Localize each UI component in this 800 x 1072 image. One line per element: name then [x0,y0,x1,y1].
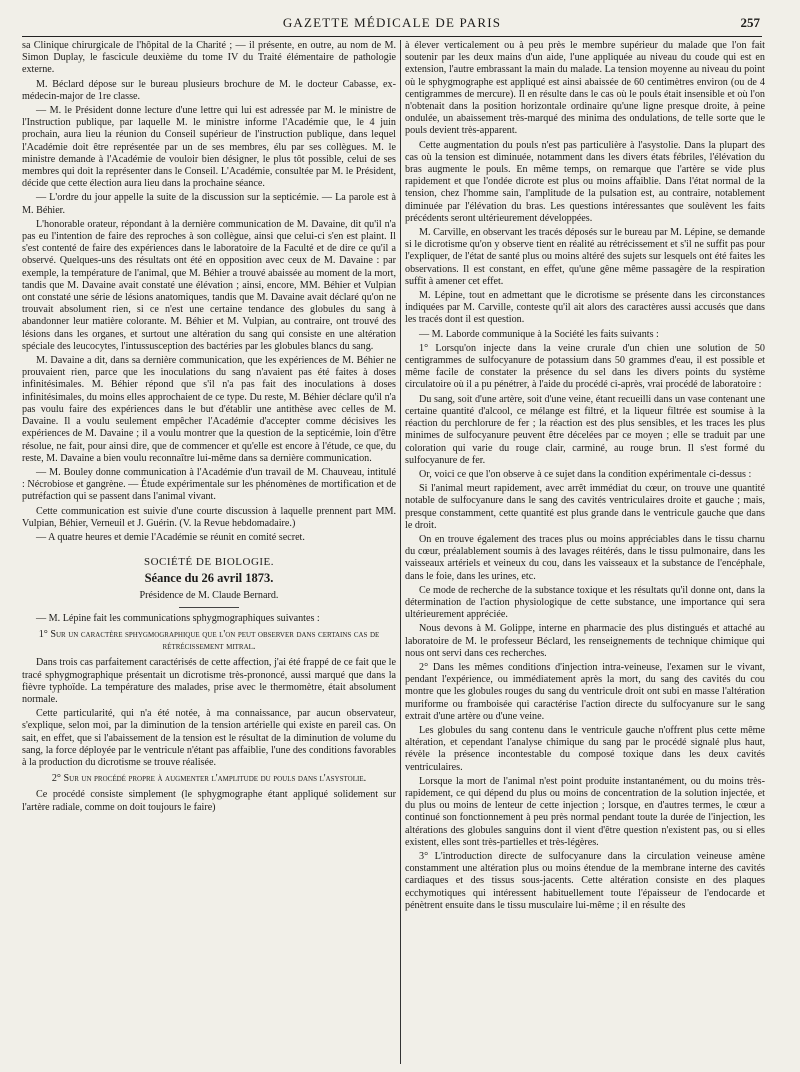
paragraph: Dans trois cas parfaitement caractérisés de cette affection, j'ai été frappé de ce fait que le tracé sphygmographique présentait un dicrotisme très-prononcé, aussi marqué que dans la fièvre typhoïde. La température des malades, prise avec le thermomètre, était absolument normale. [22,657,396,705]
column-divider [400,40,401,1064]
paragraph: M. Lépine, tout en admettant que le dicrotisme se présente dans les circonstances indiquées par M. Carville, conteste qu'il ait alors des caractères aussi accusés que dans les tracés dont il est question. [405,290,765,326]
paragraph: Ce mode de recherche de la substance toxique et les résultats qu'il donne ont, dans la détermination de l'action physiologique de cette substance, une importance qui sera ultérieurement appréciée. [405,584,765,621]
subsection-heading: 2° Sur un procédé propre à augmenter l'amplitude du pouls dans l'asystolie. [51,773,367,785]
paragraph: 1° Lorsqu'on injecte dans la veine crurale d'un chien une solution de 50 centigrammes de sulfocyanure de potassium dans 50 grammes d'eau, il est possible et même facile de constater la présence du sel dans les divers points du système circulatoire où il a pu pénétrer, à l'aide du procédé ci-après, vrai procédé de laboratoire : [405,342,765,391]
paragraph: Les globules du sang contenu dans le ventricule gauche n'offrent plus cette même altération, et cependant l'analyse chimique du sang par le procédé signalé plus haut, révèle la présence incontestable du composé toxique dans les deux cavités ventriculaires. [405,724,765,773]
paragraph: — A quatre heures et demie l'Académie se réunit en comité secret. [36,531,305,543]
subsection-heading: 1° Sur un caractère sphygmographique que l'on peut observer dans certains cas de rétrécissement mitral. [38,628,380,653]
paragraph: Ce procédé consiste simplement (le sphygmographe étant appliqué solidement sur l'artère radiale, comme on doit toujours le faire) [22,789,396,813]
paragraph: 3° L'introduction directe de sulfocyanure dans la circulation veineuse amène constamment une altération plus ou moins étendue de la membrane interne des cavités cardiaques et des tissus sous-jacents. Cette altération consiste en des plaques ecchymotiques qui intéressent habituellement toute l'épaisseur de l'endocarde et pénètrent ensuite dans le tissu musculaire lui-même ; il en résulte des [405,851,765,911]
paragraph: M. Carville, en observant les tracés déposés sur le bureau par M. Lépine, se demande si le dicrotisme qu'on y observe tient en réalité au rétrécissement et s'il ne suffit pas pour l'expliquer, de l'état de santé plus ou moins altéré des sujets sur lesquels ont été faites les observations. Il est constant, en effet, qu'une gêne même passagère de la respiration suffit à amener cet effet. [405,227,765,287]
paragraph: M. Davaine a dit, dans sa dernière communication, que les expériences de M. Béhier ne prouvaient rien, parce que les inoculations du sang n'avaient pas été faites à doses infinitésimales. M. Béhier répond que s'il n'a pas fait des inoculations à doses infinitésimales, du moins elles approchaient de ce type. Du reste, M. Béhier déclare qu'il n'a pas voulu faire des expériences dans le but d'établir une antithèse avec celles de M. Davaine. Il a voulu seulement empêcher l'Académie d'accepter comme décisives les expériences de M. Davaine ; il a voulu montrer que la question de la septicémie, loin d'être résolue, ne fait, pour ainsi dire, que de commencer et qu'elle est encore à l'étude, ce que, du reste, M. Davaine a bien voulu reconnaître lui-même dans sa dernière communication. [22,355,396,464]
paragraph: Cette augmentation du pouls n'est pas particulière à l'asystolie. Dans la plupart des cas où la tension est diminuée, notamment dans les divers états fébriles, l'élévation du bras augmente le pouls. En même temps, on remarque que l'artère se vide plus rapidement et que l'ondée dicrote est plus ou moins affaiblie. Dans l'état normal de la tension, chez l'homme sain, l'amplitude de la pulsation est, au contraire, notablement diminuée par l'élévation du bras. Les questions intéressantes que soulèvent les faits précédents seront ultérieurement développées. [405,139,765,224]
left-column [22,40,396,1066]
right-column [405,40,765,1066]
paragraph: Si l'animal meurt rapidement, avec arrêt immédiat du cœur, on trouve une quantité notable de sulfocyanure dans le sang des cavités ventriculaires droite et gauche ; mais, presque constamment, cette quantité est plus grande dans le ventricule gauche que dans le droit. [405,483,765,531]
paragraph: Nous devons à M. Golippe, interne en pharmacie des plus distingués et attaché au laboratoire de M. le professeur Béclard, les renseignements de technique chimique qui nous ont servi dans ces recherches. [405,623,765,659]
paragraph: — M. le Président donne lecture d'une lettre qui lui est adressée par M. le ministre de l'Instruction publique, par laquelle M. le ministre informe l'Académie que, le 4 juin prochain, aura lieu la réunion du Conseil supérieur de l'instruction publique, dans lequel l'Académie doit être représentée par un de ses membres, élu par ses collègues. M. le ministre demande à l'Académie de vouloir bien désigner, le plus tôt possible, celui de ses membres qui doit la représenter dans le Conseil. L'Académie, consultée par M. le Président, décide que cette élection aura lieu dans la prochaine séance. [22,105,396,190]
journal-title: GAZETTE MÉDICALE DE PARIS [282,15,502,30]
page-header [22,14,762,37]
paragraph: On en trouve également des traces plus ou moins appréciables dans le tissu charnu du cœur, préalablement soumis à des lavages réitérés, dans le tissu pulmonaire, dans les vaisseaux artériels et veineux du cou, dans les vaisseaux et la substance de l'encéphale, dans le foie, dans les urines, etc. [405,533,765,582]
paragraph: — M. Laborde communique à la Société les faits suivants : [419,328,659,340]
paragraph: L'honorable orateur, répondant à la dernière communication de M. Davaine, dit qu'il n'a pas eu l'intention de faire des reproches à son collègue, ainsi que celui-ci s'en est plaint. Il s'est contenté de faire des expériences dans le laboratoire de la Faculté et de dire ce qu'il a observé. Quelques-uns des résultats ont été en opposition avec ceux de M. Davaine : par exemple, la température de l'animal, que M. Béhier a trouvé abaissée au moment de la mort, tandis que M. Davaine avait constaté une élévation ; ainsi, encore, MM. Béhier et Vulpian ont constaté une série de lésions anatomiques, tandis que M. Davaine avait déclaré qu'on ne trouvait absolument rien, si ce n'est une certaine tendance des globules du sang à abandonner leur matière colorante. M. Béhier et M. Vulpian, au contraire, ont trouvé des lésions dans les organes, et surtout une altération du sang qui consiste en une altération spéciale des leucocytes, l'intussusception des bactéries par les globules blancs du sang. [22,218,396,352]
paragraph: sa Clinique chirurgicale de l'hôpital de la Charité ; — il présente, en outre, au nom de M. Simon Duplay, le fascicule deuxième du tome IV du Traité élémentaire de pathologie externe. [22,40,396,76]
section-title: SOCIÉTÉ DE BIOLOGIE. [143,556,275,569]
paragraph: M. Béclard dépose sur le bureau plusieurs brochure de M. le docteur Cabasse, ex-médecin-major de 1re classe. [22,78,396,102]
paragraph: — M. Lépine fait les communications sphygmographiques suivantes : [36,612,320,624]
presidency-line: Présidence de M. Claude Bernard. [139,589,279,601]
session-date: Séance du 26 avril 1873. [144,571,274,586]
paragraph: à élever verticalement ou à peu près le membre supérieur du malade que l'on fait soutenir par les deux mains d'un aide, l'une appliquée au niveau du coude qui est en extension, l'autre embrassant la main du malade. La tension moyenne au niveau du point où le sphygmographe est appliqué est ainsi abaissée de 60 centimètres environ (ou de 4 centigrammes de mercure). Il en résulte dans le cas où le pouls était insensible et où l'on n'obtenait dans la position horizontale ordinaire qu'une ligne presque droite, à peine ondulée, un abaissement très-marqué des minima des ondulations, de telle sorte que le pouls devient très-apparent. [405,40,765,137]
paragraph: 2° Dans les mêmes conditions d'injection intra-veineuse, l'examen sur le vivant, pendant l'expérience, ou immédiatement après la mort, du sang des cavités du cou montre que les globules rouges du sang du ventricule droit ont subi en masse l'altération muriforme ou framboisée qui caractérise l'action directe du sulfocyanure sur le sang extrait d'une artère ou d'une veine. [405,661,765,722]
paragraph: — L'ordre du jour appelle la suite de la discussion sur la septicémie. — La parole est à M. Béhier. [22,192,396,216]
paragraph: Lorsque la mort de l'animal n'est point produite instantanément, ou du moins très-rapidement, ce qui dépend du plus ou moins de concentration de la solution injectée, et du plus ou moins de lenteur de cette injection ; lorsque, en d'autres termes, le cœur a continué son fonctionnement à peu près normal pendant toute la durée de l'injection, les altérations des globules sanguins dont il vient d'être question n'existent pas, ou si elles existent, elles sont très-partielles et très-légères. [405,775,765,848]
paragraph: — M. Bouley donne communication à l'Académie d'un travail de M. Chauveau, intitulé : Nécrobiose et gangrène. — Étude expérimentale sur les phénomènes de mortification et de putréfaction qui se passent dans l'animal vivant. [22,466,396,503]
page-number: 257 [740,15,760,30]
paragraph: Or, voici ce que l'on observe à ce sujet dans la condition expérimentale ci-dessus : [419,468,752,480]
paragraph: Cette communication est suivie d'une courte discussion à laquelle prennent part MM. Vulpian, Béhier, Verneuil et J. Guérin. (V. la Revue hebdomadaire.) [22,505,396,529]
paragraph: Du sang, soit d'une artère, soit d'une veine, étant recueilli dans un vase contenant une certaine quantité d'alcool, ce mélange est filtré, et la liqueur filtrée est soumise à la réaction du perchlorure de fer ; la réaction est des plus sensibles, et les traces les plus minimes de sulfocyanure peuvent être décelées par ce moyen ; elle se traduit par une coloration qui varie du rouge clair, carminé, au rouge brun. Il s'est formé du sulfocyanure de fer. [405,393,765,466]
paragraph: Cette particularité, qui n'a été notée, à ma connaissance, par aucun observateur, s'explique, selon moi, par la diminution de la tension artérielle qui existe en pareil cas. On sait, en effet, que si l'abaissement de la tension est le résultat de la diminution de volume du sang, la force déployée par le ventricule n'étant pas affaiblie, l'une des conditions favorables à la production du dicrotisme se trouve réalisée. [22,708,396,768]
section-rule [179,607,239,608]
